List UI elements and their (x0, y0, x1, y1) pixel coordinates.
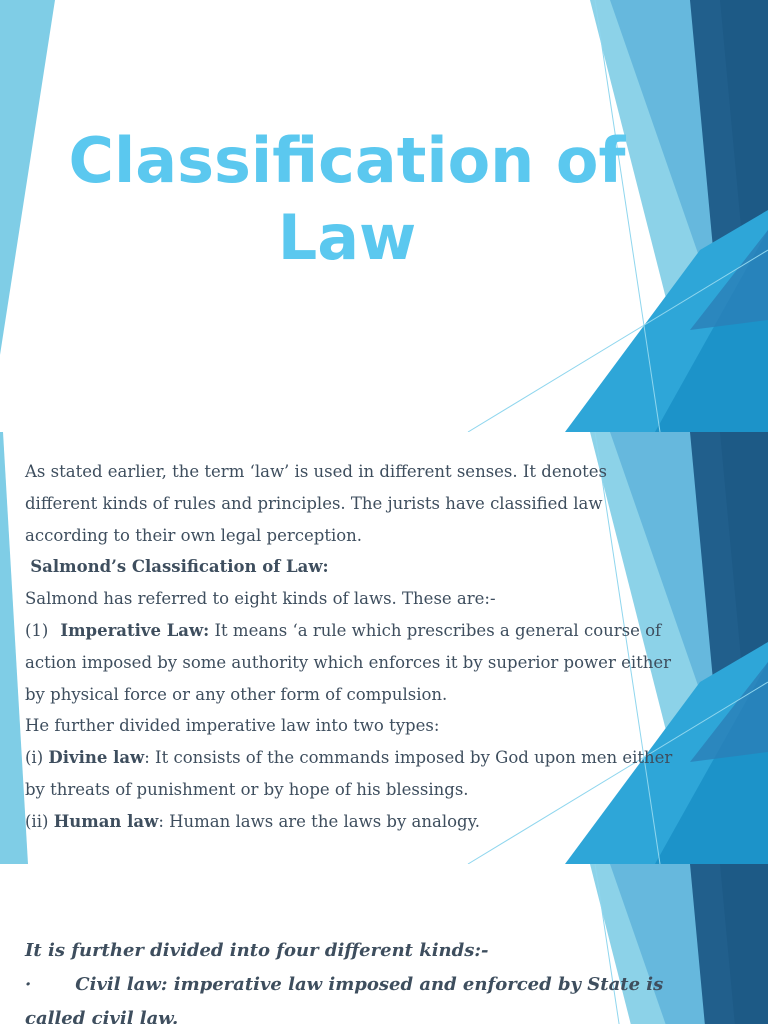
item-term: Human law (53, 811, 159, 831)
title-slide (0, 0, 768, 432)
section-heading (25, 551, 725, 583)
item-term: Imperative Law: (60, 620, 210, 640)
item-number: (ii) (25, 811, 54, 831)
item-text: It means ‘a rule which prescribes a general course of (209, 620, 662, 640)
paragraph-line: by physical force or any other form of compulsion. (25, 684, 448, 704)
paragraph-line: It is further divided into four different kinds:- (25, 940, 489, 961)
bullet-icon: · (25, 974, 32, 995)
list-item-divine (25, 742, 725, 774)
bullet-text: Civil law: imperative law imposed and enforced by State is (75, 974, 664, 995)
item-number: (i) (25, 748, 49, 768)
paragraph-line: called civil law. (25, 1008, 179, 1024)
slide-body (25, 934, 725, 1024)
paragraph-line: different kinds of rules and principles. The jurists have classified law (25, 493, 603, 513)
slide-body (25, 456, 725, 838)
bullet-item (25, 968, 725, 1002)
paragraph-line: As stated earlier, the term ‘law’ is used in different senses. It denotes (25, 462, 608, 481)
paragraph-line: action imposed by some authority which enforces it by superior power either (25, 652, 672, 672)
content-slide (0, 432, 768, 864)
list-item-human (25, 806, 725, 838)
continuation-slide (0, 864, 768, 1024)
list-item-imperative (25, 615, 725, 647)
left-accent-shape (0, 432, 28, 864)
paragraph-line: Salmond has referred to eight kinds of laws. These are:- (25, 589, 496, 609)
item-term: Divine law (48, 748, 145, 768)
item-text: : It consists of the commands imposed by God upon men either (144, 748, 673, 768)
paragraph-line: according to their own legal perception. (25, 525, 363, 545)
item-text: : Human laws are the laws by analogy. (158, 811, 480, 831)
paragraph-line: He further divided imperative law into two types: (25, 716, 440, 736)
slide-title: Classification of Law (68, 124, 626, 274)
paragraph-line: by threats of punishment or by hope of his blessings. (25, 779, 469, 799)
item-number: (1) (25, 620, 49, 640)
heading-text: Salmond’s Classification of Law: (30, 557, 329, 577)
